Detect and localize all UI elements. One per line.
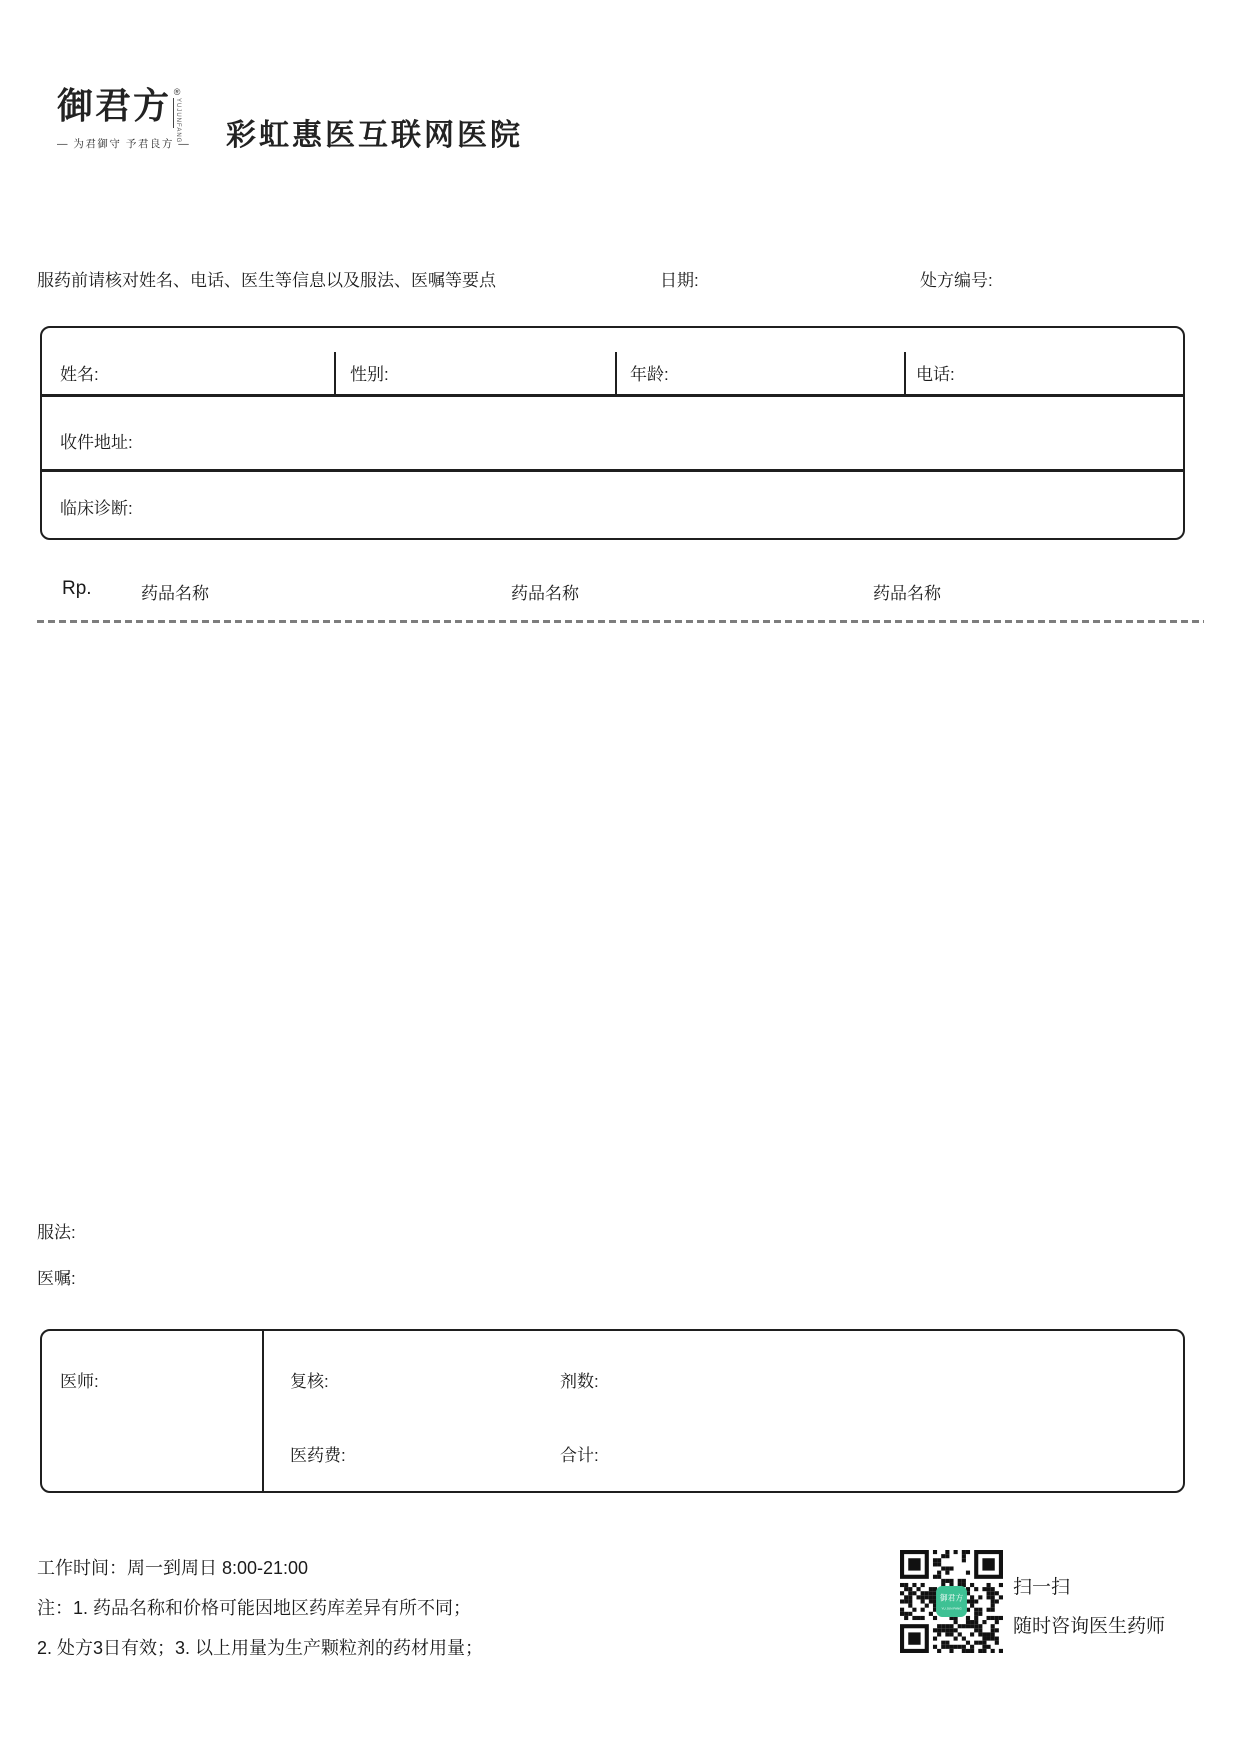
dashed-divider — [37, 620, 1204, 623]
footer-note-1: 注：1. 药品名称和价格可能因地区药库差异有所不同； — [37, 1598, 472, 1618]
field-separator — [904, 352, 906, 396]
svg-text:御君方: 御君方 — [939, 1593, 964, 1603]
usage-method-label: 服法: — [37, 1223, 76, 1242]
signature-fee-box — [40, 1329, 1185, 1493]
patient-info-row — [42, 328, 1183, 396]
column-divider — [262, 1331, 264, 1491]
phone-label: 电话: — [916, 365, 955, 384]
scan-subtitle: 随时咨询医生药师 — [1013, 1616, 1166, 1637]
scan-title: 扫一扫 — [1013, 1577, 1071, 1598]
registered-trademark-icon: ® — [173, 87, 181, 97]
brand-logo-pinyin: YUJUNFANG — [175, 98, 182, 144]
verify-notice: 服药前请核对姓名、电话、医生等信息以及服法、医嘱等要点 — [37, 271, 496, 290]
age-label: 年龄: — [630, 365, 669, 384]
address-label: 收件地址: — [60, 433, 133, 452]
field-separator — [615, 352, 617, 396]
qr-code — [900, 1550, 1003, 1653]
brand-tagline: — 为君御守 予君良方 — — [57, 138, 191, 150]
rx-header-row — [0, 576, 1240, 602]
svg-text:YU JUN FANG: YU JUN FANG — [941, 1606, 962, 1611]
diagnosis-label: 临床诊断: — [60, 499, 133, 518]
medicine-fee-label: 医药费: — [290, 1446, 346, 1465]
row-divider — [42, 469, 1183, 472]
drug-name-column-header: 药品名称 — [141, 584, 209, 603]
drug-name-column-header: 药品名称 — [511, 584, 579, 603]
review-label: 复核: — [290, 1372, 329, 1391]
total-label: 合计: — [560, 1446, 599, 1465]
hospital-name: 彩虹惠医互联网医院 — [226, 119, 523, 152]
doctor-advice-label: 医嘱: — [37, 1269, 76, 1288]
work-time-note: 工作时间：周一到周日 8:00-21:00 — [37, 1558, 309, 1578]
patient-info-box — [40, 326, 1185, 540]
rp-label: Rp. — [62, 578, 92, 599]
row-divider — [42, 394, 1183, 397]
drug-name-column-header: 药品名称 — [873, 584, 941, 603]
doctor-label: 医师: — [60, 1372, 99, 1391]
date-label: 日期: — [660, 271, 699, 290]
gender-label: 性别: — [350, 365, 389, 384]
prescription-number-label: 处方编号: — [920, 271, 993, 290]
brand-logo-text: 御君方 — [57, 85, 172, 127]
footer-note-2: 2. 处方3日有效；3. 以上用量为生产颗粒剂的药材用量； — [37, 1638, 484, 1658]
name-label: 姓名: — [60, 365, 99, 384]
notice-row — [0, 266, 1240, 290]
field-separator — [334, 352, 336, 396]
dose-count-label: 剂数: — [560, 1372, 599, 1391]
brand-logo — [57, 85, 207, 151]
